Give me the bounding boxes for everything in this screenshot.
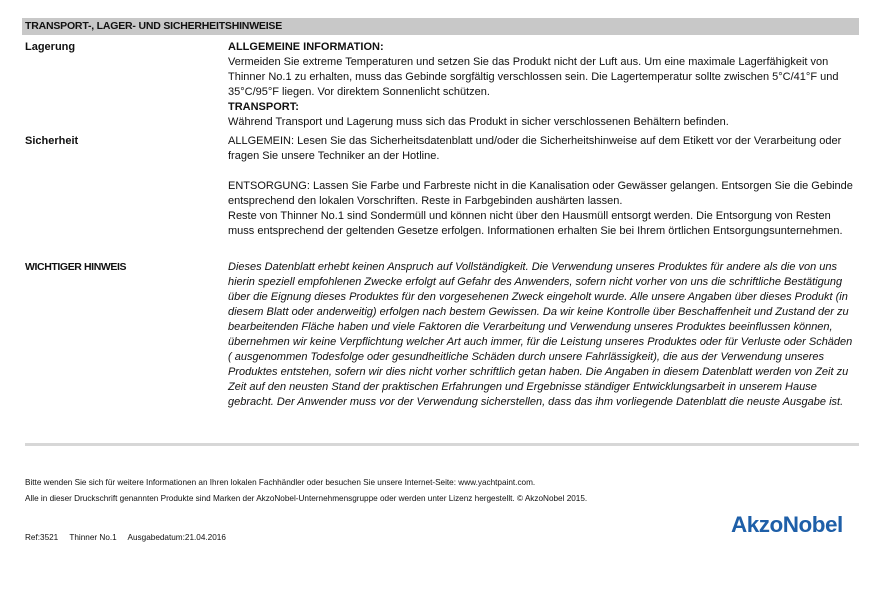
- lagerung-content: [228, 40, 858, 130]
- entsorgung-text: ENTSORGUNG: Lassen Sie Farbe und Farbreste nicht in die Kanalisation oder Gewässer gelangen. Entsorgen Sie die Gebinde entsprechend den lokalen Vorschriften. Reste in Farbgebinden aushärten lassen.: [228, 180, 853, 207]
- hinweis-label: WICHTIGER HINWEIS: [25, 261, 127, 273]
- reference-line: [25, 533, 235, 543]
- paragraph-spacer: [228, 164, 858, 179]
- issue-date: Ausgabedatum:21.04.2016: [127, 533, 226, 542]
- product-name: Thinner No.1: [69, 533, 117, 542]
- sicherheit-label: Sicherheit: [25, 135, 79, 147]
- lagerung-label: Lagerung: [25, 41, 76, 53]
- akzonobel-logo: AkzoNobel: [731, 512, 843, 537]
- sicherheit-content: [228, 134, 858, 239]
- general-info-heading: ALLGEMEINE INFORMATION:: [228, 41, 384, 53]
- allgemein-text: ALLGEMEIN: Lesen Sie das Sicherheitsdatenblatt und/oder die Sicherheitshinweise auf dem Etikett vor der Verarbeitung oder fragen Sie unsere Techniker an der Hotline.: [228, 135, 842, 162]
- footer-divider: [25, 443, 859, 446]
- contact-text: Bitte wenden Sie sich für weitere Informationen an Ihren lokalen Fachhändler oder besuchen Sie unsere Internet-Seite: www.yachtpaint.com.: [25, 478, 536, 487]
- transport-text: Während Transport und Lagerung muss sich das Produkt in sicher verschlossenen Behältern befinden.: [228, 116, 729, 128]
- ref-number: Ref:3521: [25, 533, 59, 542]
- trademark-text: Alle in dieser Druckschrift genannten Produkte sind Marken der AkzoNobel-Unternehmensgruppe oder werden unter Lizenz hergestellt. © AkzoNobel 2015.: [25, 494, 588, 503]
- reste-text: Reste von Thinner No.1 sind Sondermüll und können nicht über den Hausmüll entsorgt werden. Die Entsorgung von Resten muss entsprechend der geltenden Gesetze erfolgen. Informationen erhalten Sie bei Ihrem örtlichen Entsorgungsunternehmen.: [228, 210, 843, 237]
- hinweis-content: [228, 260, 858, 410]
- general-info-text: Vermeiden Sie extreme Temperaturen und setzen Sie das Produkt nicht der Luft aus. Um eine maximale Lagerfähigkeit von Thinner No.1 zu erhalten, muss das Gebinde sorgfältig verschlossen sein. Die Lagertemperatur sollte zwischen 5°C/41°F und 35°C/95°F liegen. Vor direktem Sonnenlicht schützen.: [228, 56, 839, 98]
- hinweis-text: Dieses Datenblatt erhebt keinen Anspruch auf Vollständigkeit. Die Verwendung unseres Produktes für andere als die von uns hierin speziell empfohlenen Zwecke erfolgt auf Gefahr des Anwenders, sofern nicht vorher von uns die schriftliche Bestätigung über die Eignung dieses Produktes für den vorgesehenen Zweck eingeholt wurde. Alle unsere Angaben über dieses Produkt (in diesem Blatt oder anderweitig) erfolgen nach bestem Gewissen. Da wir keine Kontrolle über Beschaffenheit und Zustand der zu bearbeitenden Fläche haben und viele Faktoren die Verarbeitung und Verwendung unseres Produktes beeinflussen können, übernehmen wir keine Verpflichtung welcher Art auch immer, für die Leistung unseres Produktes oder für Verluste oder Schäden ( ausgenommen Todesfolge oder gesundheitliche Schäden durch unsere Fahrlässigkeit), die aus der Verwendung unseres Produktes entstehen, sofern wir dies nicht vorher schriftlich getan haben. Die Angaben in diesem Datenblatt werden von Zeit zu Zeit auf den neusten Stand der praktischen Erfahrungen und Ergebnisse ständiger Entwicklungsarbeit in unserem Hause gebracht. Der Anwender muss vor der Verwendung sicherstellen, dass das ihm vorliegende Datenblatt die neuste Ausgabe ist.: [228, 261, 853, 408]
- transport-heading: TRANSPORT:: [228, 101, 299, 113]
- section-title: TRANSPORT-, LAGER- UND SICHERHEITSHINWEISE: [22, 18, 859, 35]
